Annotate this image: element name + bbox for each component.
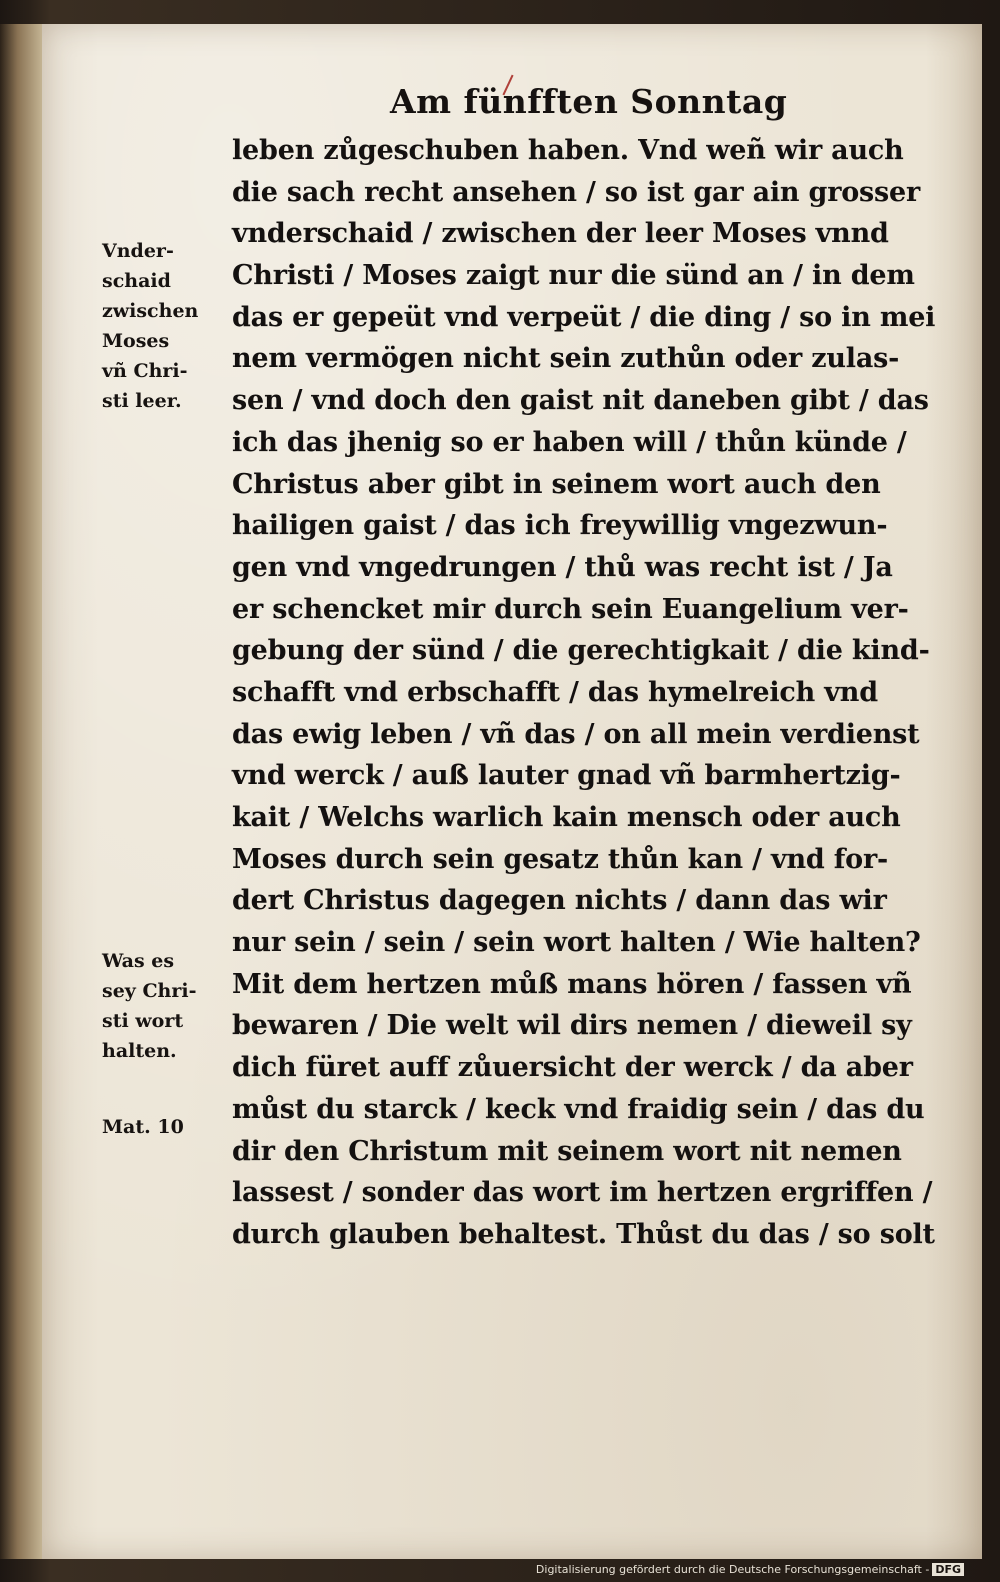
text-line: das ewig leben / vñ das / on all mein verdienst <box>232 718 920 750</box>
margin-note-christi-wort <box>102 946 197 1066</box>
margin-note-line: Mat. 10 <box>102 1116 184 1138</box>
main-text-block <box>232 130 952 1256</box>
margin-note-bible-reference <box>102 1112 184 1142</box>
margin-note-line: vñ Chri- <box>102 360 188 382</box>
text-line: lassest / sonder das wort im hertzen ergriffen / <box>232 1177 933 1209</box>
book-binding-edge <box>0 24 44 1559</box>
text-line: das er gepeüt vnd verpeüt / die ding / so in mei <box>232 301 936 333</box>
text-line: ich das jhenig so er haben will / thůn künde / <box>232 426 907 458</box>
text-line: Moses durch sein gesatz thůn kan / vnd for- <box>232 843 889 875</box>
margin-note-line: halten. <box>102 1040 177 1062</box>
text-line: Christi / Moses zaigt nur die sünd an / in dem <box>232 260 915 292</box>
margin-note-line: zwischen <box>102 300 199 322</box>
text-line: dich füret auff zůuersicht der werck / da aber <box>232 1052 913 1084</box>
text-line: nem vermögen nicht sein zuthůn oder zulas- <box>232 343 900 375</box>
margin-note-line: Vnder- <box>102 240 174 262</box>
text-line: er schencket mir durch sein Euangelium ver- <box>232 593 909 625</box>
dfg-logo: DFG <box>932 1563 964 1576</box>
text-line: vnderschaid / zwischen der leer Moses vnnd <box>232 218 889 250</box>
text-line: Christus aber gibt in seinem wort auch den <box>232 468 881 500</box>
margin-note-line: sti wort <box>102 1010 184 1032</box>
margin-note-line: Was es <box>102 950 175 972</box>
credit-text: Digitalisierung gefördert durch die Deutsche Forschungsgemeinschaft - <box>535 1563 930 1576</box>
text-line: kait / Welchs warlich kain mensch oder auch <box>232 802 901 833</box>
text-line: gebung der sünd / die gerechtigkait / die kind- <box>232 635 930 667</box>
text-line: bewaren / Die welt wil dirs nemen / dieweil sy <box>232 1010 912 1042</box>
text-line: schafft vnd erbschafft / das hymelreich vnd <box>232 676 878 708</box>
text-line: Mit dem hertzen můß mans hören / fassen vñ <box>232 968 912 1000</box>
text-line: dert Christus dagegen nichts / dann das wir <box>232 885 887 917</box>
margin-note-line: schaid <box>102 270 171 292</box>
digitization-credit <box>536 1563 964 1576</box>
text-line: nur sein / sein / sein wort halten / Wie halten? <box>232 927 921 959</box>
text-line: dir den Christum mit seinem wort nit nemen <box>232 1135 902 1167</box>
text-line: die sach recht ansehen / so ist gar ain grosser <box>232 176 921 208</box>
text-line: sen / vnd doch den gaist nit daneben gibt / das <box>232 385 929 417</box>
text-line: durch glauben behaltest. Thůst du das / so solt <box>232 1218 935 1250</box>
margin-note-line: sey Chri- <box>102 980 197 1002</box>
text-line: můst du starck / keck vnd fraidig sein / das du <box>232 1093 925 1125</box>
text-line: hailigen gaist / das ich freywillig vngezwun- <box>232 510 888 542</box>
text-line: gen vnd vngedrungen / thů was recht ist / Ja <box>232 551 893 583</box>
margin-note-unterschied <box>102 236 198 416</box>
text-line: leben zůgeschuben haben. Vnd weñ wir auch <box>232 135 904 166</box>
margin-note-line: sti leer. <box>102 390 182 412</box>
text-line: vnd werck / auß lauter gnad vñ barmhertzig- <box>232 760 901 792</box>
margin-note-line: Moses <box>102 330 170 352</box>
running-head: Am fünfften Sonntag <box>390 82 788 121</box>
